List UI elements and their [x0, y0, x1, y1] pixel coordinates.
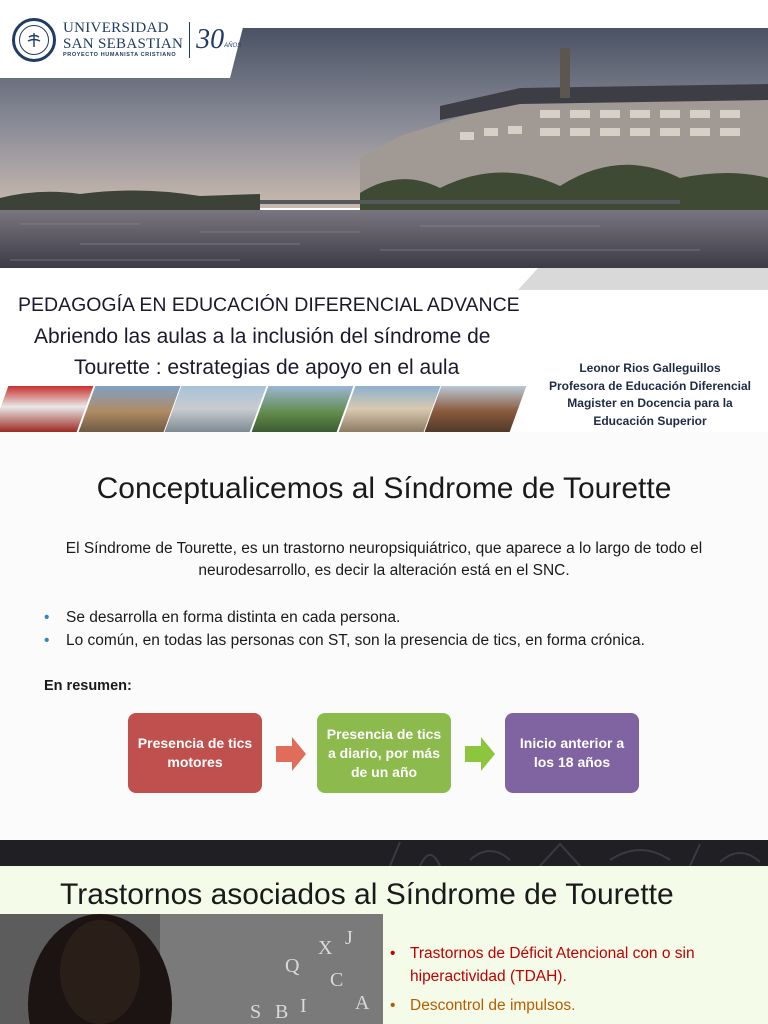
campus-photo-thumb: [0, 386, 93, 432]
process-step-daily-tics: Presencia de tics a diario, por más de un año: [317, 713, 451, 793]
slide-title: Trastornos asociados al Síndrome de Tourette: [60, 878, 674, 911]
logo-line3: PROYECTO HUMANISTA CRISTIANO: [63, 52, 177, 58]
campus-photo-strip: [0, 386, 520, 432]
svg-text:S: S: [250, 1001, 262, 1023]
author-block: [540, 360, 760, 430]
arrow-right-icon: [465, 737, 495, 771]
slide-title: Conceptualicemos al Síndrome de Tourette: [96, 472, 672, 505]
slide-divider: [0, 840, 768, 866]
campus-photo-thumb: [78, 386, 179, 432]
arrow-right-icon: [276, 737, 306, 771]
presentation-title-line1: Abriendo las aulas a la inclusión del síndrome de: [34, 325, 491, 348]
anniversary-word: AÑOS: [224, 43, 242, 49]
student-photo: [0, 914, 383, 1024]
gray-accent-band: [518, 268, 768, 290]
associated-disorders-list: [390, 942, 760, 1017]
svg-text:A: A: [355, 992, 370, 1014]
process-step-motor-tics: Presencia de tics motores: [128, 713, 262, 793]
title-band: [0, 268, 560, 290]
bullet-item: • Trastornos de Déficit Atencional con o sin hiperactividad (TDAH).: [390, 942, 760, 988]
svg-text:X: X: [318, 937, 333, 959]
seal-icon: [12, 18, 56, 62]
slide-concept: [0, 432, 768, 840]
svg-text:B: B: [275, 1001, 289, 1023]
campus-photo-thumb: [338, 386, 439, 432]
author-degree-line2: Educación Superior: [593, 413, 707, 428]
summary-label: En resumen:: [44, 678, 132, 694]
slide-associated-disorders: [0, 866, 768, 1024]
university-logo: [12, 17, 241, 63]
svg-text:Q: Q: [285, 955, 300, 977]
bullet-item: • Descontrol de impulsos.: [390, 994, 760, 1017]
anniversary-number: 30: [196, 24, 225, 55]
process-step-onset-age: Inicio anterior a los 18 años: [505, 713, 639, 793]
slide-title: [0, 0, 768, 432]
presentation-title-line2: Tourette : estrategias de apoyo en el aula: [74, 356, 460, 379]
author-role: Profesora de Educación Diferencial: [548, 378, 752, 393]
bullet-item: • Lo común, en todas las personas con ST, son la presencia de tics, en forma crónica.: [44, 629, 645, 652]
campus-photo-thumb: [165, 386, 266, 432]
author-name: Leonor Rios Galleguillos: [579, 361, 721, 375]
logo-separator: [189, 22, 190, 58]
logo-line1: UNIVERSIDAD: [63, 20, 169, 36]
campus-photo-thumb: [425, 386, 526, 432]
author-degree-line1: Magister en Docencia para la: [567, 396, 733, 410]
logo-line2: SAN SEBASTIAN: [63, 36, 184, 52]
svg-text:I: I: [300, 995, 307, 1017]
bullet-list: [44, 606, 645, 652]
svg-text:J: J: [345, 927, 353, 949]
bullet-item: • Se desarrolla en forma distinta en cada persona.: [44, 606, 645, 629]
program-title: PEDAGOGÍA EN EDUCACIÓN DIFERENCIAL ADVANCE: [18, 294, 520, 316]
definition-paragraph: El Síndrome de Tourette, es un trastorno neuropsiquiátrico, que aparece a lo largo de todo el neurodesarrollo, es decir la alteración está en el SNC.: [65, 540, 703, 579]
svg-text:C: C: [330, 969, 344, 991]
campus-photo-thumb: [252, 386, 353, 432]
